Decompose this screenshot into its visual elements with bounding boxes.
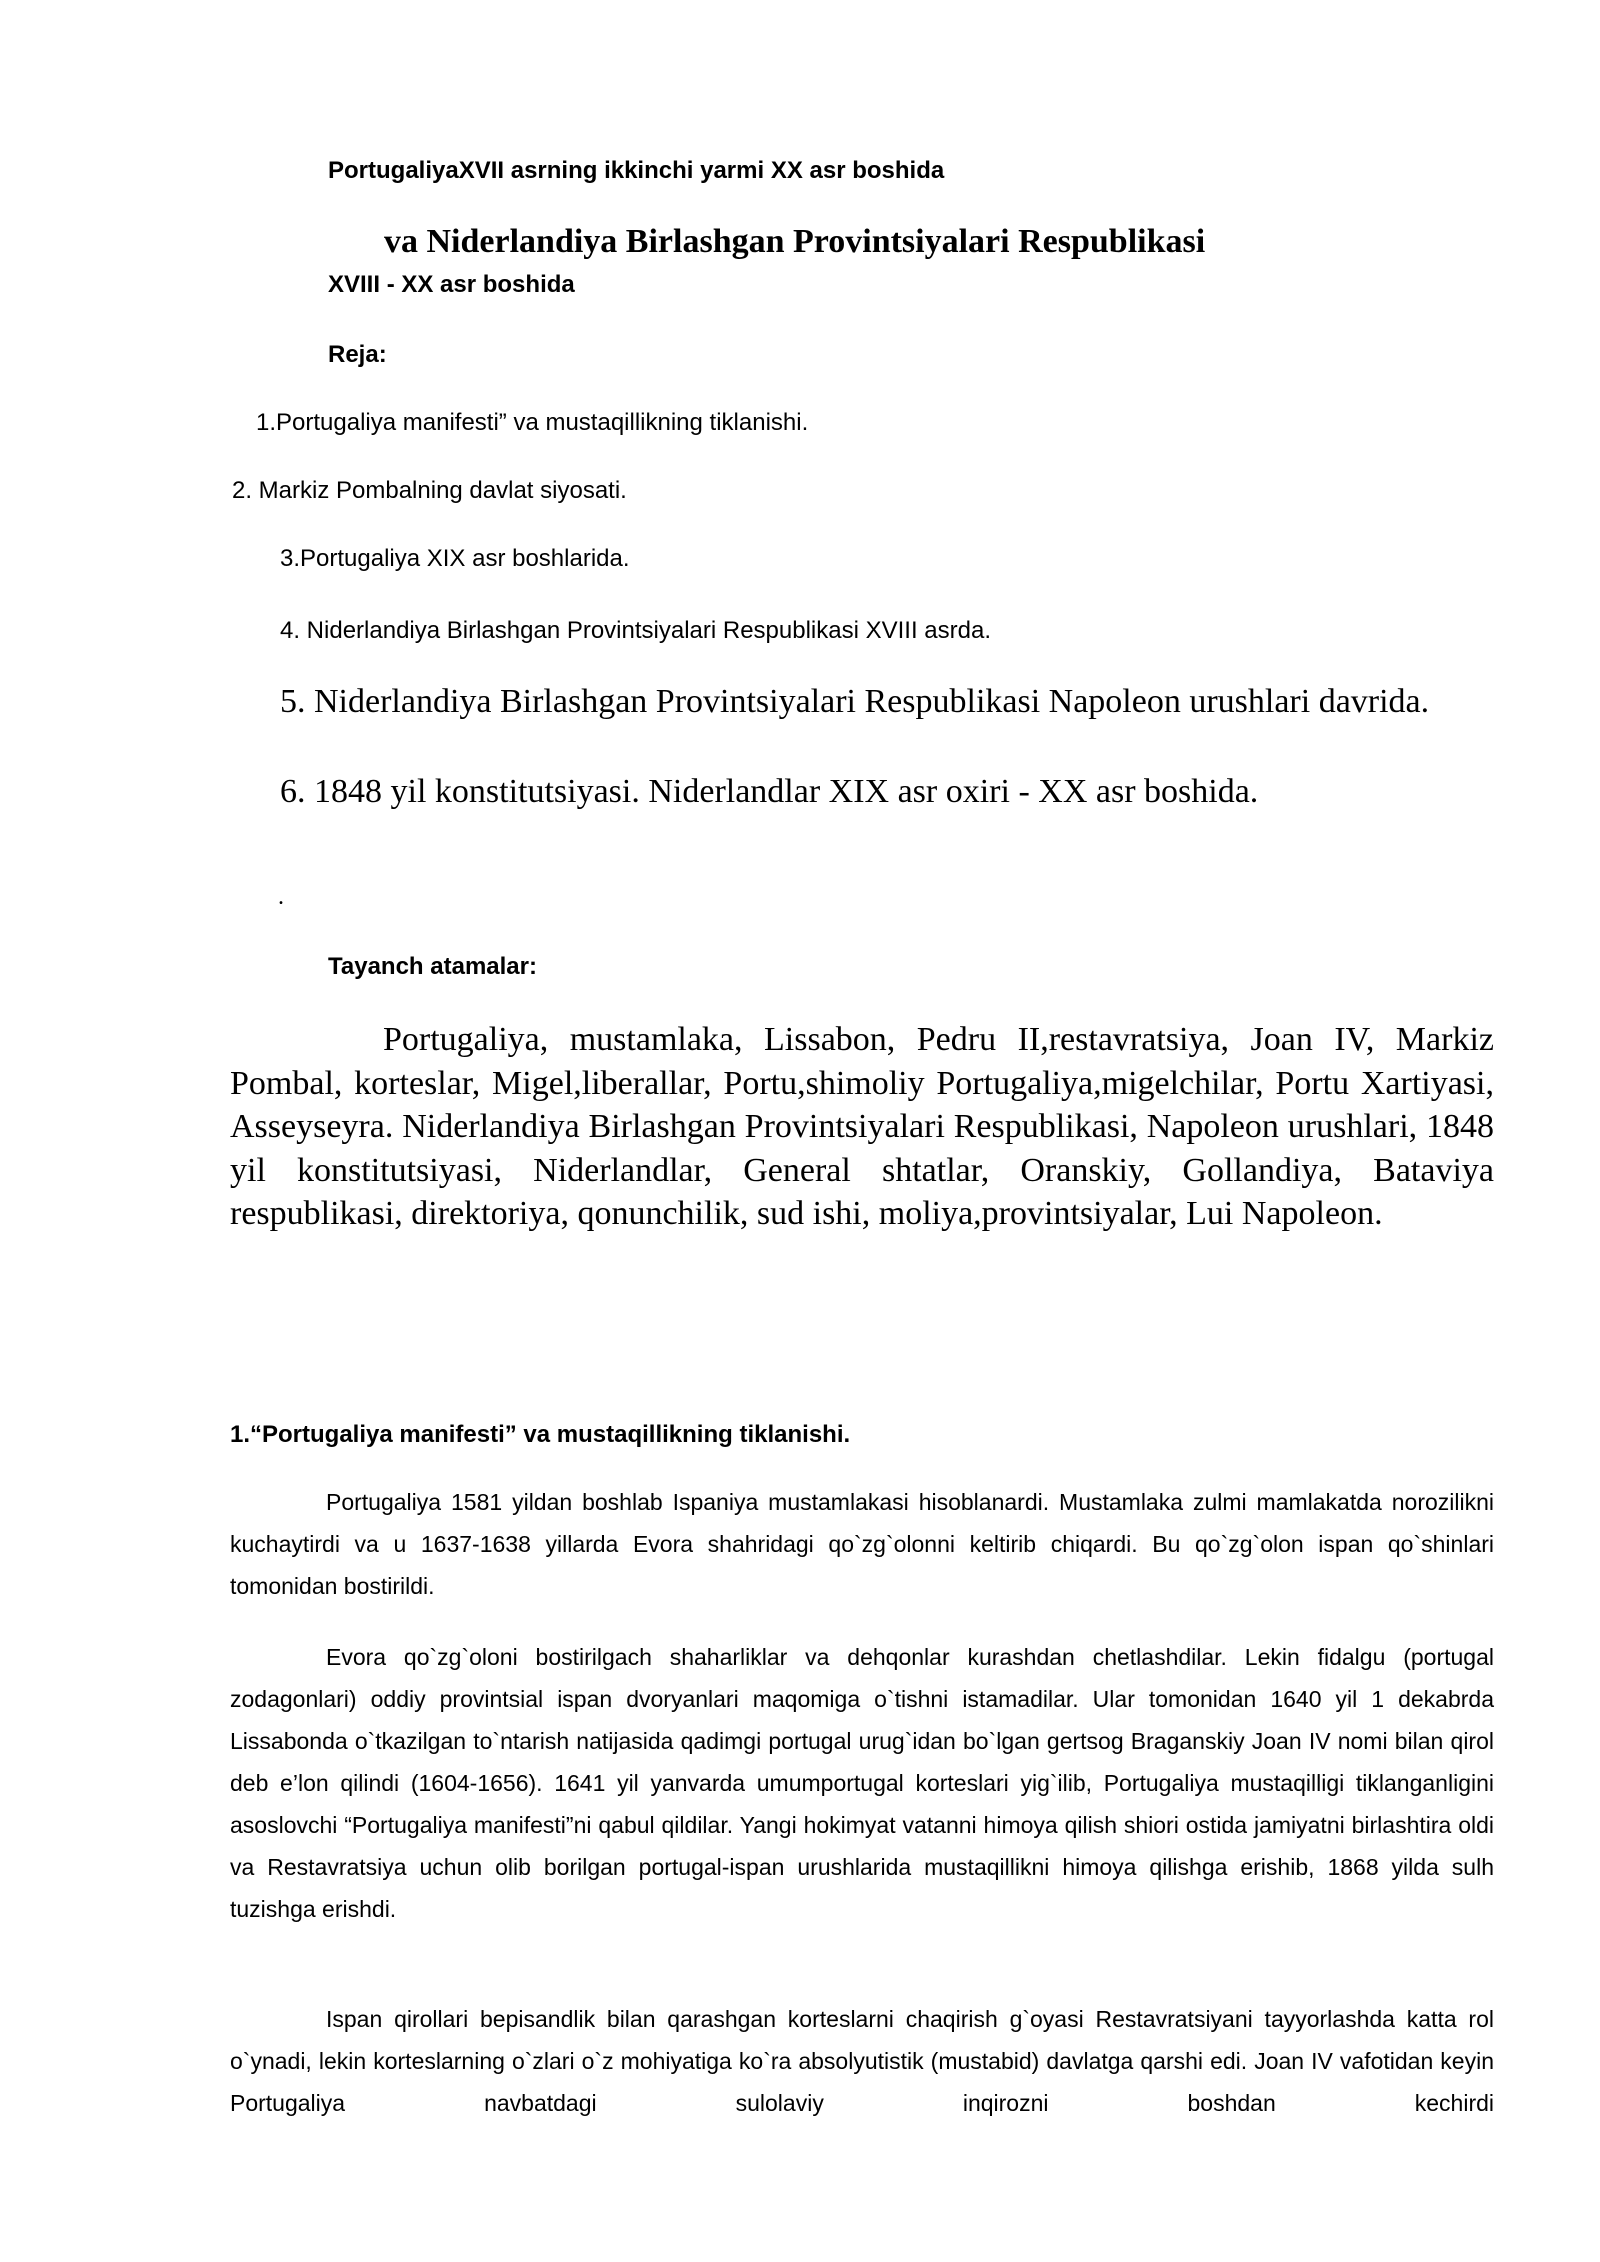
plan-title: Reja: — [328, 341, 387, 368]
plan-item-2: 2. Markiz Pombalning davlat siyosati. — [232, 477, 627, 504]
section-1-paragraph-2: Evora qo`zg`oloni bostirilgach shaharliklar va dehqonlar kurashdan chetlashdilar. Lekin fidalgu (portugal zodagonlari) oddiy provintsial ispan dvoryanlari maqomiga o`tishni istamadilar. Ular tomonidan 1640 yil 1 dekabrda Lissabonda o`tkazilgan to`ntarish natijasida qadimgi portugal urug`idan bo`lgan gertsog Braganskiy Joan IV nomi bilan qirol deb e’lon qilindi (1604-1656). 1641 yil yanvarda umumportugal korteslari yig`ilib, Portugaliya mustaqilligi tiklanganligini asoslovchi “Portugaliya manifesti”ni qabul qildilar. Yangi hokimyat vatanni himoya qilish shiori ostida jamiyatni birlashtira oldi va Restavratsiya uchun olib borilgan portugal-ispan urushlarida mustaqillikni himoya qilishga erishib, 1868 yilda sulh tuzishga erishdi. — [230, 1644, 1494, 1922]
header-line-1: PortugaliyaXVII asrning ikkinchi yarmi XX asr boshida — [328, 157, 945, 184]
plan-item-6: 6. 1848 yil konstitutsiyasi. Niderlandlar XIX asr oxiri - XX asr boshida. — [280, 773, 1259, 810]
plan-dot: . — [278, 884, 284, 910]
header-line-2: va Niderlandiya Birlashgan Provintsiyalari Respublikasi — [384, 223, 1206, 260]
header-line-3: XVIII - XX asr boshida — [328, 271, 575, 298]
plan-item-1: 1.Portugaliya manifesti” va mustaqillikning tiklanishi. — [256, 409, 809, 436]
plan-item-3: 3.Portugaliya XIX asr boshlarida. — [280, 545, 630, 572]
keywords-text: Portugaliya, mustamlaka, Lissabon, Pedru II,restavratsiya, Joan IV, Markiz Pombal, korteslar, Migel,liberallar, Portu,shimoliy Portugaliya,migelchilar, Portu Xartiyasi, Asseyseyra. Niderlandiya Birlashgan Provintsiyalari Respublikasi, Napoleon urushlari, 1848 yil konstitutsiyasi, Niderlandlar, General shtatlar, Oranskiy, Gollandiya, Bataviya respublikasi, direktoriya, qonunchilik, sud ishi, moliya,provintsiyalar, Lui Napoleon. — [230, 1021, 1494, 1232]
section-1-paragraph-1: Portugaliya 1581 yildan boshlab Ispaniya mustamlakasi hisoblanardi. Mustamlaka zulmi mamlakatda norozilikni kuchaytirdi va u 1637-1638 yillarda Evora shahridagi qo`zg`olonni keltirib chiqardi. Bu qo`zg`olon ispan qo`shinlari tomonidan bostirildi. — [230, 1489, 1494, 1599]
keywords-title: Tayanch atamalar: — [328, 953, 537, 980]
plan-item-5: 5. Niderlandiya Birlashgan Provintsiyalari Respublikasi Napoleon urushlari davrida. — [280, 683, 1430, 720]
section-1-heading: 1.“Portugaliya manifesti” va mustaqillikning tiklanishi. — [230, 1421, 851, 1448]
section-1-paragraph-3: Ispan qirollari bepisandlik bilan qarashgan korteslarni chaqirish g`oyasi Restavratsiyani tayyorlashda katta rol o`ynadi, lekin korteslarning o`zlari o`z mohiyatiga ko`ra absolyutistik (mustabid) davlatga qarshi edi. Joan IV vafotidan keyin Portugaliya navbatdagi sulolaviy inqirozni boshdan kechirdi — [230, 2006, 1494, 2116]
plan-item-4: 4. Niderlandiya Birlashgan Provintsiyalari Respublikasi XVIII asrda. — [280, 617, 991, 644]
